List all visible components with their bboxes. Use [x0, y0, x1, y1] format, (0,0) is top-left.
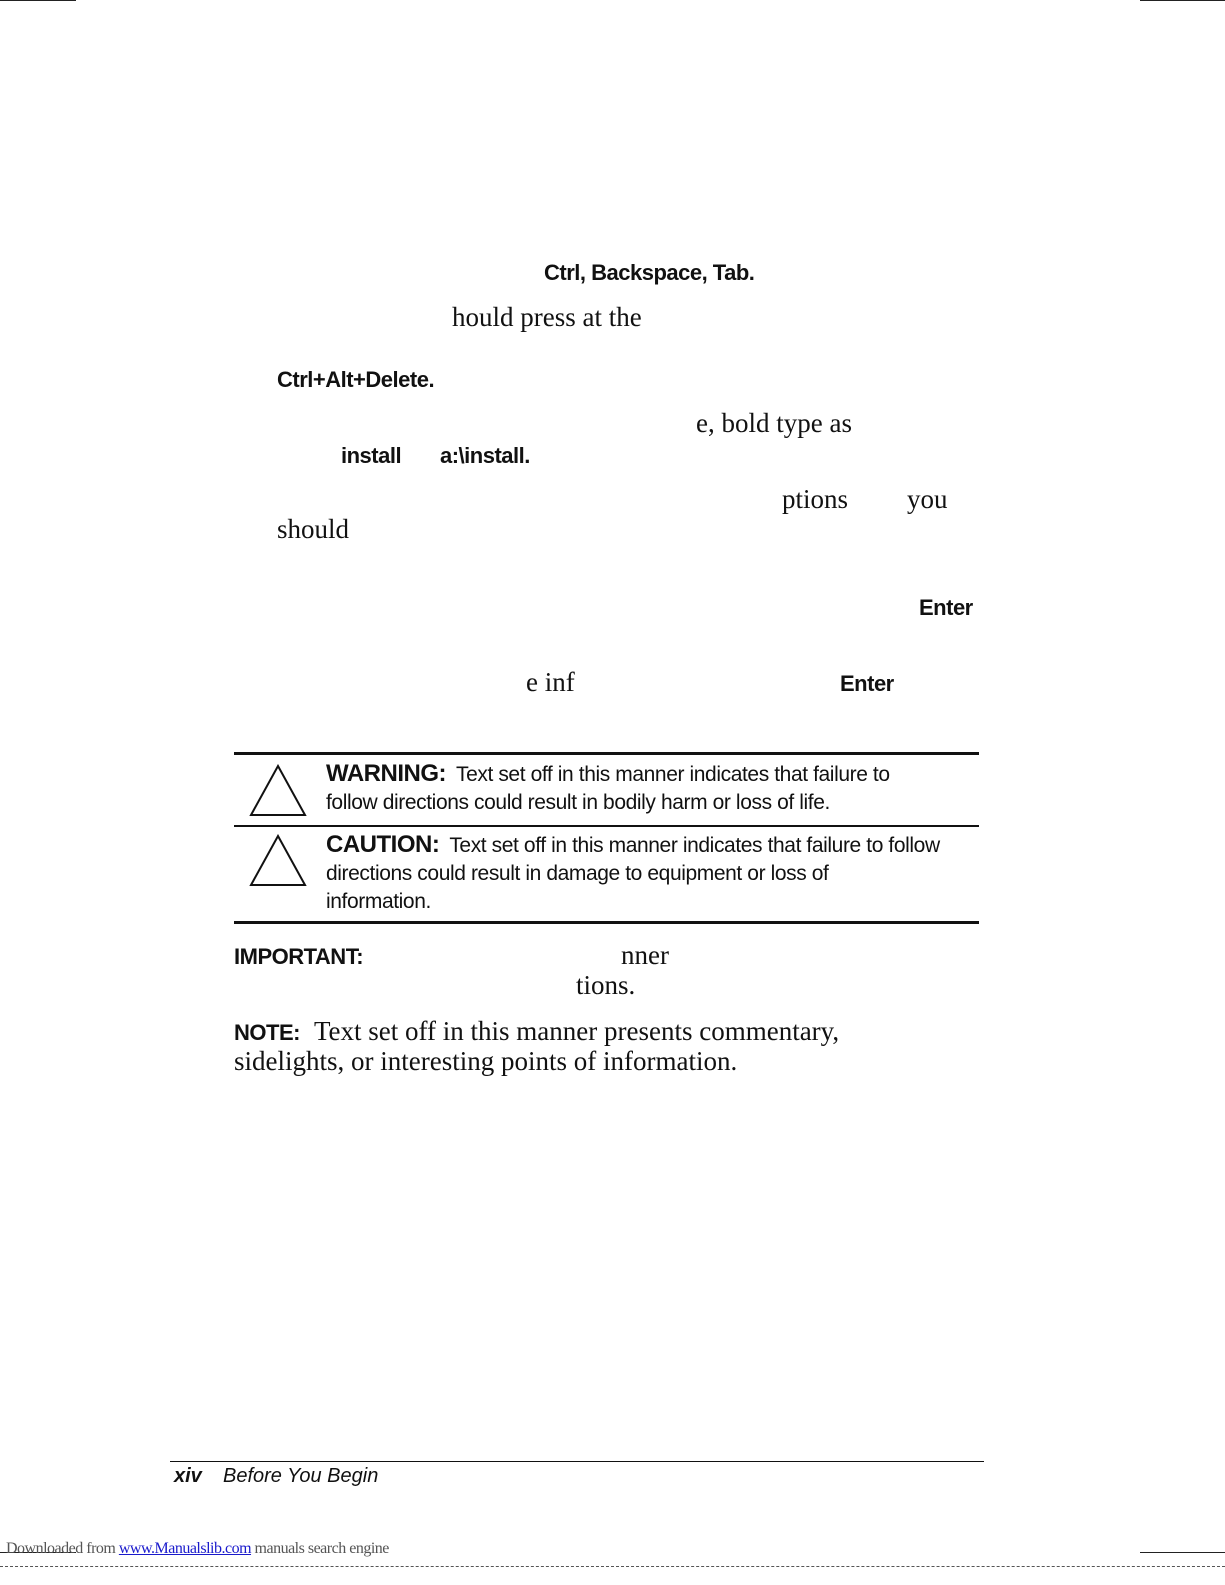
footer-rule: [170, 1461, 984, 1462]
crop-mark-bottom-right: [1140, 1552, 1225, 1553]
warning-notice: [326, 760, 890, 817]
note-notice: [234, 1016, 839, 1048]
note-text-line2: sidelights, or interesting points of information.: [234, 1046, 738, 1076]
notice-rule-bottom: [234, 921, 979, 924]
options-text: ptions: [782, 484, 849, 514]
bold-type-text: e, bold type as: [696, 408, 852, 438]
source-prefix: Downloaded from: [6, 1540, 116, 1557]
keys-example: Ctrl, Backspace, Tab.: [544, 260, 755, 285]
caution-text-line3: information.: [326, 890, 431, 913]
command-path: a:\install.: [440, 443, 530, 468]
inf-text: e inf: [526, 667, 575, 697]
important-label: IMPORTANT:: [234, 944, 364, 969]
should-text: should: [277, 514, 350, 544]
page-number: xiv: [174, 1465, 202, 1487]
press-text: hould press at the: [452, 302, 642, 332]
caution-text-line1: Text set off in this manner indicates that failure to follow: [449, 834, 940, 857]
warning-text-line1: Text set off in this manner indicates that failure to: [455, 763, 890, 786]
manualslib-link[interactable]: www.Manualslib.com: [118, 1540, 252, 1557]
source-suffix: manuals search engine: [254, 1540, 389, 1557]
caution-notice: [326, 831, 940, 916]
note-text-line1: Text set off in this manner presents commentary,: [313, 1016, 840, 1046]
dashed-separator: [0, 1566, 1225, 1567]
caution-label: CAUTION:: [326, 831, 440, 858]
section-title: Before You Begin: [223, 1465, 379, 1487]
you-text: you: [907, 484, 948, 514]
crop-mark-top-right: [1140, 0, 1225, 1]
warning-triangle-icon: [248, 764, 308, 818]
enter-key-2: Enter: [840, 671, 894, 696]
caution-text-line2: directions could result in damage to equipment or loss of: [326, 862, 829, 885]
command-install: install: [341, 443, 402, 468]
notice-rule-top: [234, 752, 979, 755]
caution-triangle-icon: [248, 834, 308, 888]
crop-mark-top-left: [0, 0, 76, 1]
key-combo-example: Ctrl+Alt+Delete.: [277, 367, 435, 392]
source-line: [6, 1540, 389, 1558]
note-label: NOTE:: [234, 1020, 300, 1045]
important-fragment-2: tions.: [576, 970, 636, 1000]
notice-rule-middle: [234, 825, 979, 827]
important-fragment-1: nner: [621, 940, 669, 970]
enter-key-1: Enter: [919, 595, 973, 620]
warning-text-line2: follow directions could result in bodily harm or loss of life.: [326, 791, 830, 814]
warning-label: WARNING:: [326, 760, 446, 787]
